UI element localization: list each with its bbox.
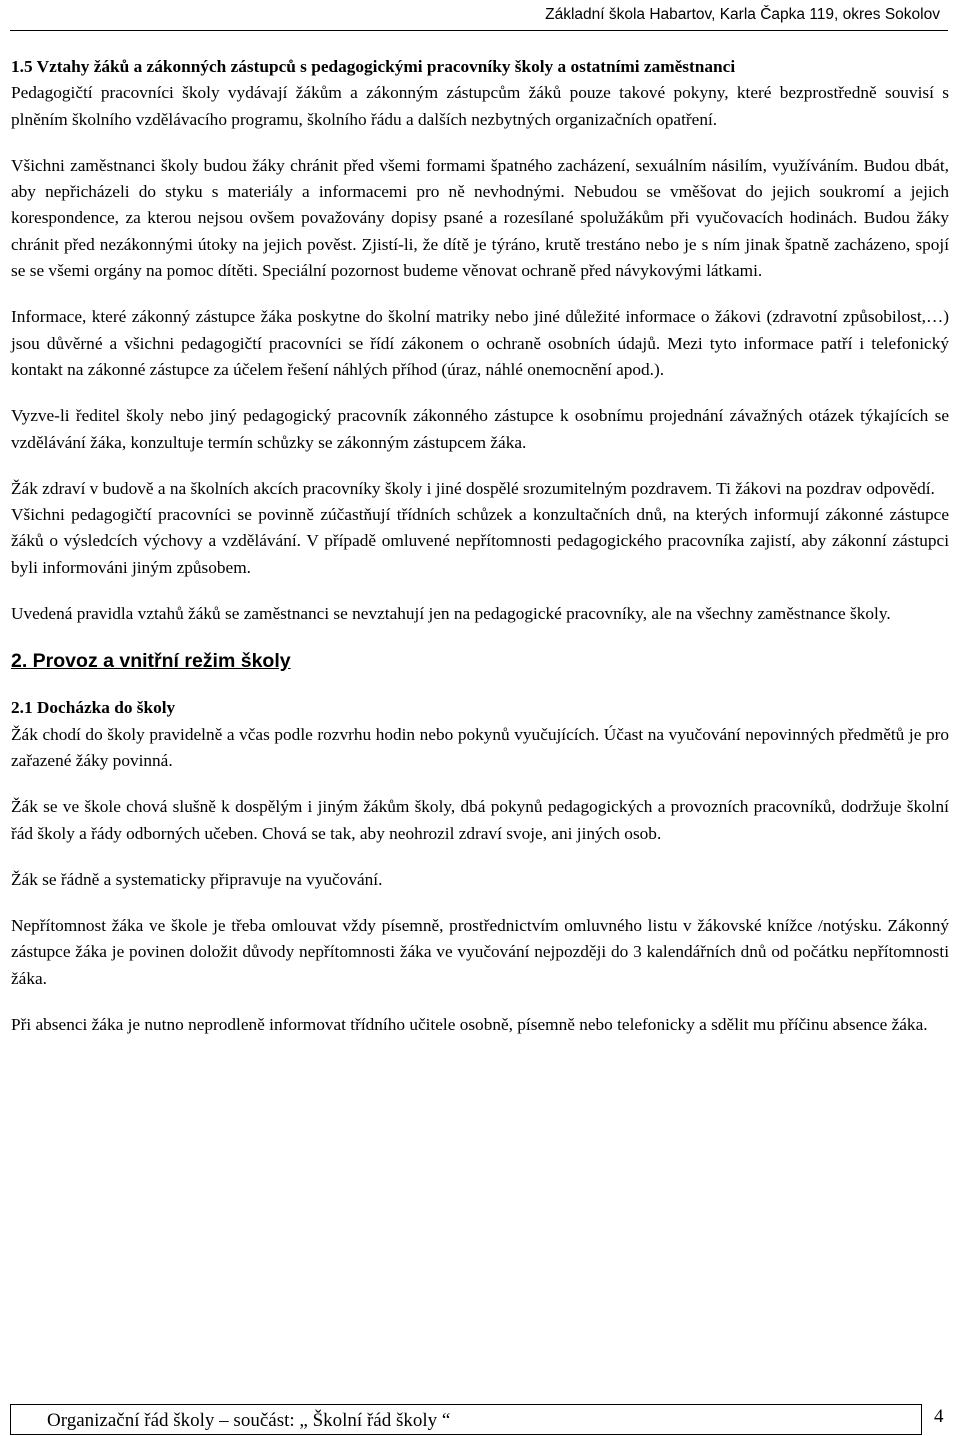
section-title-2-1: 2.1 Docházka do školy <box>11 698 176 718</box>
paragraph: Všichni zaměstnanci školy budou žáky chránit před všemi formami špatného zacházení, sexuálním násilím, využíváním. Budou dbát, aby nepřicházeli do styku s materiály a informacemi pro ně nevhodnými. Nebudou se vměšovat do jejich soukromí a jejich korespondence, za kterou nejsou ovšem považovány dopisy psané a rozesílané spolužákům při vyučovacích hodinách. Budou žáky chránit před nezákonnými útoky na jejich pověst. Zjistí-li, že dítě je týráno, krutě trestáno nebo je s ním jinak špatně zacházeno, spojí se se všemi orgány na pomoc dítěti. Speciální pozornost budeme věnovat ochraně před návykovými látkami. <box>11 155 949 281</box>
paragraph: Informace, které zákonný zástupce žáka poskytne do školní matriky nebo jiné důležité informace o žákovi (zdravotní způsobilost,…) jsou důvěrné a všichni pedagogičtí pracovníci se řídí zákonem o ochraně osobních údajů. Mezi tyto informace patří i telefonický kontakt na zákonné zástupce za účelem řešení náhlých příhod (úraz, náhlé onemocnění apod.). <box>11 307 949 379</box>
header-school-name: Základní škola Habartov, Karla Čapka 119, okres Sokolov <box>545 6 940 23</box>
paragraph: Uvedená pravidla vztahů žáků se zaměstnanci se nevztahují jen na pedagogické pracovníky, ale na všechny zaměstnance školy. <box>11 604 891 624</box>
page-footer <box>10 1404 922 1435</box>
section-title-2: 2. Provoz a vnitřní režim školy <box>11 650 291 673</box>
paragraph: Nepřítomnost žáka ve škole je třeba omlouvat vždy písemně, prostřednictvím omluvného listu v žákovské knížce /notýsku. Zákonný zástupce žáka je povinen doložit důvody nepřítomnosti žáka ve vyučování nejpozději do 3 kalendářních dnů od počátku nepřítomnosti žáka. <box>11 916 949 988</box>
footer-text: Organizační řád školy – součást: „ Školní řád školy “ <box>47 1410 451 1431</box>
paragraph: Žák se ve škole chová slušně k dospělým i jiným žákům školy, dbá pokynů pedagogických a provozních pracovníků, dodržuje školní řád školy a řády odborných učeben. Chová se tak, aby neohrozil zdraví svoje, ani jiných osob. <box>11 797 949 843</box>
paragraph: Všichni pedagogičtí pracovníci se povinně zúčastňují třídních schůzek a konzultačních dnů, na kterých informují zákonné zástupce žáků o výsledcích výchovy a vzdělávání. V případě omluvené nepřítomnosti pedagogického pracovníka zajistí, aby zákonní zástupci byli informováni jiným způsobem. <box>11 505 949 577</box>
page-number: 4 <box>934 1406 944 1427</box>
document-body <box>11 54 949 1038</box>
paragraph: Vyzve-li ředitel školy nebo jiný pedagogický pracovník zákonného zástupce k osobnímu projednání závažných otázek týkajících se vzdělávání žáka, konzultuje termín schůzky se zákonným zástupcem žáka. <box>11 406 949 452</box>
paragraph: Žák se řádně a systematicky připravuje na vyučování. <box>11 869 383 889</box>
section-title-1-5: 1.5 Vztahy žáků a zákonných zástupců s pedagogickými pracovníky školy a ostatními zaměstnanci <box>11 57 736 76</box>
paragraph: Žák chodí do školy pravidelně a včas podle rozvrhu hodin nebo pokynů vyučujících. Účast na vyučování nepovinných předmětů je pro zařazené žáky povinná. <box>11 724 949 770</box>
paragraph: Žák zdraví v budově a na školních akcích pracovníky školy i jiné dospělé srozumitelným pozdravem. Ti žákovi na pozdrav odpovědí. <box>11 478 935 498</box>
paragraph: Při absenci žáka je nutno neprodleně informovat třídního učitele osobně, písemně nebo telefonicky a sdělit mu příčinu absence žáka. <box>11 1015 928 1035</box>
page-header <box>10 0 948 31</box>
paragraph: Pedagogičtí pracovníci školy vydávají žákům a zákonným zástupcům žáků pouze takové pokyny, které bezprostředně souvisí s plněním školního vzdělávacího programu, školního řádu a dalších nezbytných organizačních opatření. <box>11 83 949 129</box>
